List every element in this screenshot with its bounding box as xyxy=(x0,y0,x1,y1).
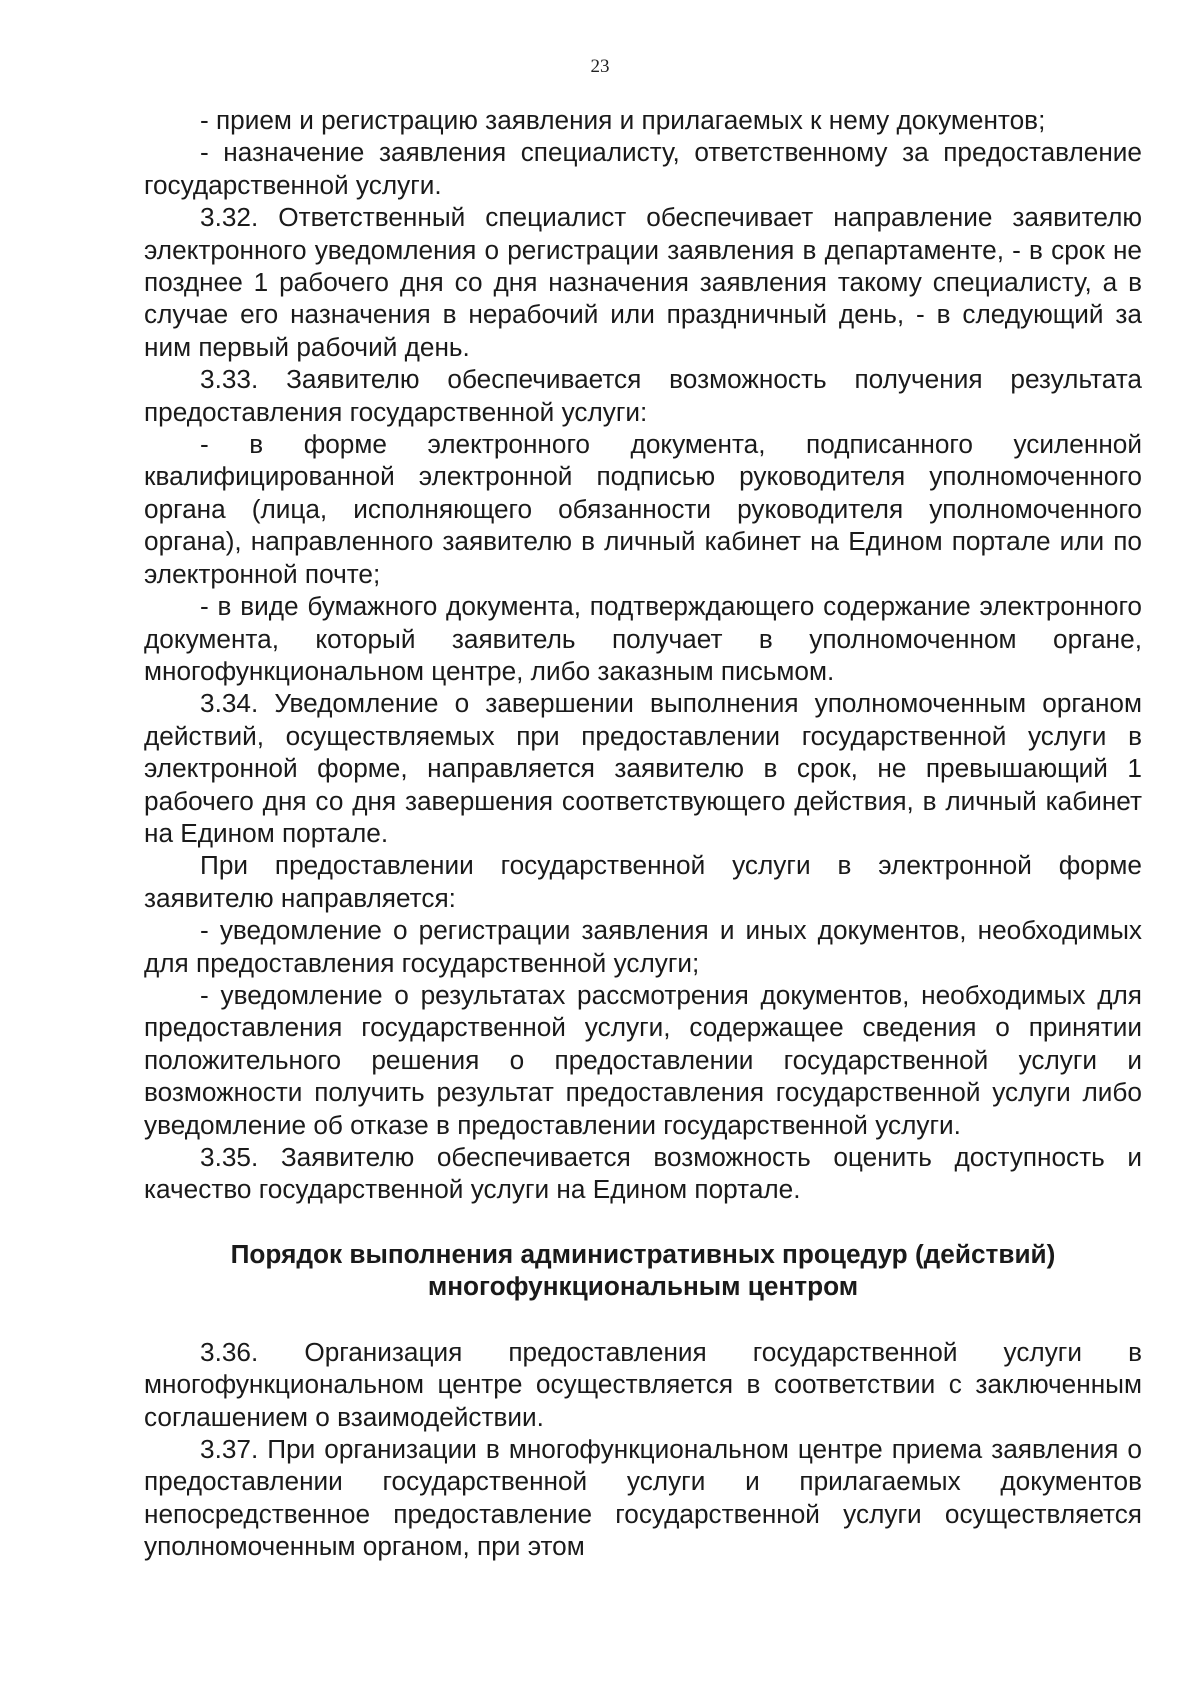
paragraph-3-33: 3.33. Заявителю обеспечивается возможность получения результата предоставления государственной услуги: xyxy=(144,364,1142,427)
paragraph-list-item: - назначение заявления специалисту, ответственному за предоставление государственной услуги. xyxy=(144,137,1142,200)
paragraph-list-item: - уведомление о регистрации заявления и иных документов, необходимых для предоставления государственной услуги; xyxy=(144,915,1142,978)
section-heading xyxy=(144,1238,1142,1302)
page-number: 23 xyxy=(590,56,610,77)
paragraph-list-item: - в виде бумажного документа, подтверждающего содержание электронного документа, который заявитель получает в уполномоченном органе, многофункциональном центре, либо заказным письмом. xyxy=(144,591,1142,686)
section-heading-line-2: многофункциональным центром xyxy=(427,1270,859,1301)
paragraph-3-36: 3.36. Организация предоставления государственной услуги в многофункциональном центре осуществляется в соответствии с заключенным соглашением о взаимодействии. xyxy=(144,1336,1142,1432)
paragraph-3-35: 3.35. Заявителю обеспечивается возможность оценить доступность и качество государственной услуги на Едином портале. xyxy=(144,1142,1142,1205)
paragraph-3-37: 3.37. При организации в многофункциональном центре приема заявления о предоставлении государственной услуги и прилагаемых документов непосредственное предоставление государственной услуги осуществляется уполномоченным органом, при этом xyxy=(144,1434,1142,1562)
paragraph-list-item: - прием и регистрацию заявления и прилагаемых к нему документов; xyxy=(200,105,1046,135)
paragraph-3-34: 3.34. Уведомление о завершении выполнения уполномоченным органом действий, осуществляемых при предоставлении государственной услуги в электронной форме, направляется заявителю в срок, не превышающий 1 рабочего дня со дня завершения соответствующего действия, в личный кабинет на Едином портале. xyxy=(144,688,1142,848)
paragraph-list-item: - уведомление о результатах рассмотрения документов, необходимых для предоставления государственной услуги, содержащее сведения о принятии положительного решения о предоставлении государственной услуги и возможности получить результат предоставления государственной услуги либо уведомление об отказе в предоставлении государственной услуги. xyxy=(144,979,1142,1140)
section-heading-line-1: Порядок выполнения административных процедур (действий) xyxy=(230,1238,1056,1269)
paragraph-list-item: - в форме электронного документа, подписанного усиленной квалифицированной электронной подписью руководителя уполномоченного органа (лица, исполняющего обязанности руководителя уполномоченного органа), направленного заявителю в личный кабинет на Едином портале или по электронной почте; xyxy=(144,429,1142,589)
document-body xyxy=(144,104,1142,1563)
paragraph-3-32: 3.32. Ответственный специалист обеспечивает направление заявителю электронного уведомления о регистрации заявления в департаменте, - в срок не позднее 1 рабочего дня со дня назначения заявления такому специалисту, а в случае его назначения в нерабочий или праздничный день, - в следующий за ним первый рабочий день. xyxy=(144,202,1142,362)
paragraph: При предоставлении государственной услуги в электронной форме заявителю направляется: xyxy=(144,850,1142,913)
